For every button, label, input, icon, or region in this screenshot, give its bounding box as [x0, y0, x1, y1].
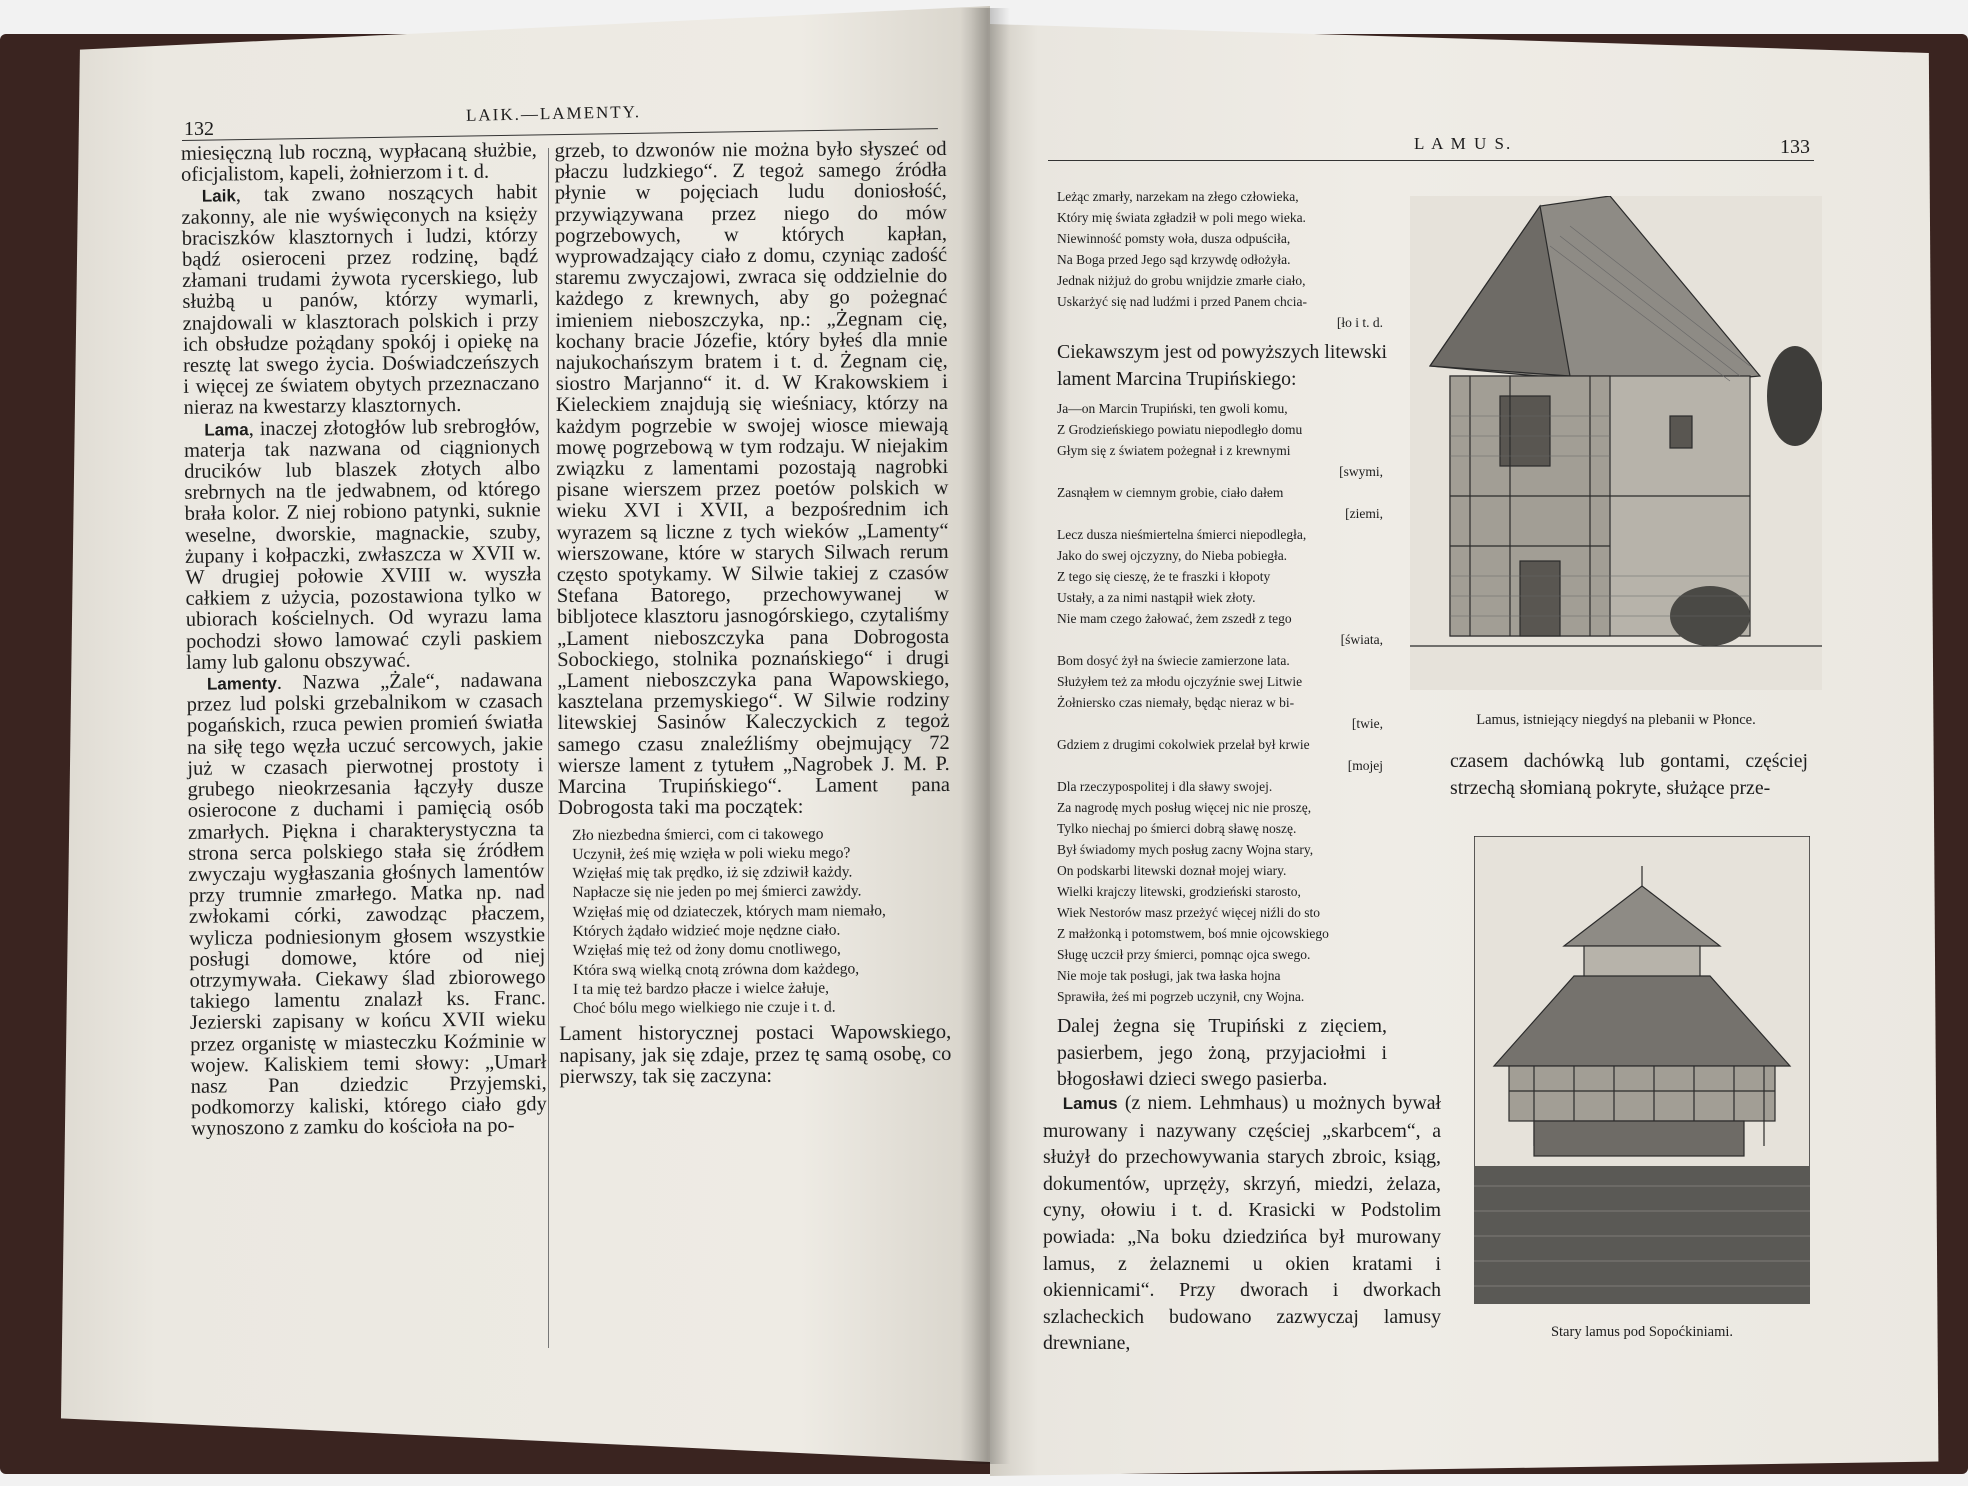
left-running-head: LAIK.—LAMENTY.	[465, 102, 642, 125]
paragraph: Ciekawszym jest od powyższych litewski lament Marcina Trupińskiego:	[1057, 341, 1387, 390]
right-column-1	[1057, 180, 1387, 1093]
caption-lamus-sopockinie: Stary lamus pod Sopoćkiniami.	[1550, 1324, 1734, 1340]
figure-lamus-plonka	[1410, 196, 1822, 690]
lamus-entry: Lamus (z niem. Lehmhaus) u możnych bywał murowany i nazywany częściej „skarbcem“, a służył do przechowywania starych zbroic, ksiąg, dokumentów, uprzęży, skrzyń, miedzi, żelaza, cyny, ołowiu i t. d. Krasicki w Podstolim powiada: „Na boku dziedzińca był murowany lamus, z żelaznemi u okien kratami i okiennicami“. Przy dworach i dworkach szlacheckich budowano zazwyczaj lamusy drewniane,	[1043, 1092, 1441, 1355]
paragraph: Lament historycznej postaci Wapowskiego, napisany, jak się zdaje, przez tę samą osobę, co pierwszy, tak się zaczyna:	[559, 1021, 952, 1088]
book-gutter	[960, 8, 1010, 1464]
left-column-2	[555, 139, 952, 1088]
entry-head-lamus: Lamus	[1062, 1094, 1118, 1113]
right-head-rule	[1048, 160, 1814, 161]
caption-lamus-plonka: Lamus, istniejący niegdyś na plebanii w Płonce.	[1476, 712, 1756, 728]
figure-lamus-sopockinie	[1474, 836, 1810, 1304]
paragraph: Dalej żegna się Trupiński z zięciem, pasierbem, jego żoną, przyjaciołmi i błogosławi dzieci swego pasierba.	[1057, 1015, 1387, 1091]
left-folio: 132	[184, 118, 214, 140]
paragraph: grzeb, to dzwonów nie można było słyszeć od płaczu ludzkiego“. Z tegoż samego źródła płynie w pojęciach ludu doniosłość, przywiązywana przez niego do mów pogrzebowych, w których kapłan, wyprowadzający ciało z domu, czyniąc zadość staremu zwyczajowi, zwraca się oddzielnie do każdego z krewnych, aby go pożegnać imieniem nieboszczyka, np.: „Żegnam cię, kochany bracie Józefie, który byłeś dla mnie najukochańszym bratem i t. d. Żegnam cię, siostro Marjanno“ it. d. W Krakowskiem i Kieleckiem znajdują się wieśniacy, którzy na każdym pogrzebie w swojej wiosce miewają mowę pogrzebową w tym rodzaju. W niejakim związku z lamentami pozostają nagrobki pisane wierszem przez poetów polskich w wieku XVI i XVII, a bezpośrednim ich wyrazem są liczne z tych wieków „Lamenty“ wierszowane, które w starych Silwach rerum często spotykamy. W Silwie takiej z czasów Stefana Batorego, przechowywanej w bibljotece klasztoru jasnogórskiego, czytaliśmy „Lament nieboszczyka pana Dobrogosta Sobockiego, stolnika poznańskiego“ i drugi „Lament nieboszczyka pana Wapowskiego, kasztelana przemyskiego“. W Silwie rodziny litewskiej Sasinów Kaleczyckich z tegoż samego czasu znaleźliśmy obejmujący 72 wiersze lament z tytułem „Nagrobek J. M. P. Marcina Trupińskiego“. Lament pana Dobrogosta taki ma początek:	[554, 137, 950, 820]
right-folio: 133	[1780, 136, 1810, 158]
right-running-head: L A M U S.	[1414, 134, 1513, 153]
poem-dobrogost: Zło niezbedna śmierci, com ci takowego Uczynił, żeś mię wzięła w poli wieku mego? Wzięłaś mię tak prędko, iż się zdziwił każdy. Napłacze się nie jeden po mej śmierci zawżdy. Wzięłaś mię od dziateczek, których mam niemało, Których żądało widzieć moje nędzne ciało. Wzięłaś mię też od żony domu cnotliwego, Która swą wielką cnotą zrówna dom każdego, I ta mię też bardzo płacze i wielce żałuje, Choć bólu mego wielkiego nie czuje i t. d.	[572, 825, 886, 1018]
right-column-2: czasem dachówką lub gontami, częściej strzechą słomianą pokryte, służące prze-	[1450, 750, 1808, 799]
entry-lamenty: Lamenty. Nazwa „Żale“, nadawana przez lud polski grzebalnikom w czasach pogańskich, rzuca pewien promień światła na siłę tego węzła uczuć sercowych, jakie już w czasach pierwotnej prostoty i grubego nieokrzesania łączyły dusze osierocone z duchami i pamięcią osób zmarłych. Piękna i charakterystyczna ta strona serca polskiego stała się źródłem zwyczaju wygłaszania głośnych lamentów przy trumnie zmarłego. Matka np. nad zwłokami córki, zawodząc płaczem, wylicza podniesionym głosem wszystkie posługi domowe, które od niej otrzymywała. Ciekawy ślad zbiorowego takiego lamentu znalazł ks. Franc. Jezierski zapisany w końcu XVII wieku przez organistę w miasteczku Koźminie w wojew. Kaliskiem temi słowy: „Umarł nasz Pan dziedzic Przyjemski, podkomorzy kaliski, którego ciało gdy wynoszono z zamku do kościoła na po-	[186, 669, 547, 1141]
paragraph: miesięczną lub roczną, wypłacaną służbie, oficjalistom, kapeli, żołnierzom i t. d.	[180, 139, 537, 187]
left-column-1	[181, 140, 547, 1140]
column-divider	[548, 148, 549, 1348]
poem-wapowski: Leżąc zmarły, narzekam na złego człowieka, Który mię świata zgładził w poli mego wieka. Niewinność pomsty woła, dusza odpuściła, Na Boga przed Jego sąd krzywdę odłożyła. Jednak niżjuż do grobu wnijdzie zmarłe ciało, Uskarżyć się nad ludźmi i przed Panem chcia- [ło i t. d.	[1057, 189, 1383, 330]
entry-lama: Lama, inaczej złotogłów lub srebrogłów, materja tak nazwana od ciągnionych drucików lub blaszek złotych albo srebrnych na tle jedwabnem, od którego brała kolor. Z niej robiono patynki, suknie weselne, dworskie, magnackie, szuby, żupany i kołpaczki, zwłaszcza w XVII w. W drugiej połowie XVIII w. wyszła całkiem z użycia, pozostawiona tylko w ubiorach kościelnych. Od wyrazu lama pochodzi słowo lamować czyli paskiem lamy lub galonu obszywać.	[183, 414, 543, 674]
poem-trupinski: Ja—on Marcin Trupiński, ten gwoli komu, Z Grodzieńskiego powiatu niepodległo domu Głym się z światem pożegnał i z krewnymi [swymi, Zasnąłem w ciemnym grobie, ciało dałem [ziemi, Lecz dusza nieśmiertelna śmierci niepodległa, Jako do swej ojczyzny, do Nieba pobiegła. Z tego się cieszę, że te fraszki i kłopoty Ustały, a za nimi nastąpił wiek złoty. Nie mam czego żałować, żem zszedł z tego [świata, Bom dosyć żył na świecie zamierzone lata. Służyłem też za młodu ojczyźnie swej Litwie Żołniersko czas niemały, będąc nieraz w bi- [twie, Gdziem z drugimi cokolwiek przelał był krwie [mojej Dla rzeczypospolitej i dla sławy swojej. Za nagrodę mych posług więcej nic nie proszę, Tylko niechaj po śmierci dobrą sławę noszę. Był świadomy mych posług zacny Wojna stary, On podskarbi litewski doznał mojej wiary. Wielki krajczy litewski, grodzieński starosto, Wiek Nestorów masz przeżyć więcej niźli do sto Z małżonką i potomstwem, boś mnie ojcowskiego Sługę uczcił przy śmierci, pomnąc ojca swego. Nie moje tak posługi, jak twa łaska hojna Sprawiła, żeś mi pogrzeb uczynił, cny Wojna.	[1057, 401, 1383, 1005]
entry-laik: Laik, tak zwano noszących habit zakonny, ale nie wyświęconych na księży braciszków klasztornych i ludzi, którzy bądź osieroceni przez rodzinę, bądź złamani trudami żywota rycerskiego, lub służbą u panów, którzy wymarli, znajdowali w klasztorach polskich i przy ich obsłudze pożądany spokój i opiekę na resztę lat swego życia. Doświadczeńszych i więcej ze światem obytych przeznaczano nieraz na kwestarzy klasztornych.	[181, 181, 540, 420]
